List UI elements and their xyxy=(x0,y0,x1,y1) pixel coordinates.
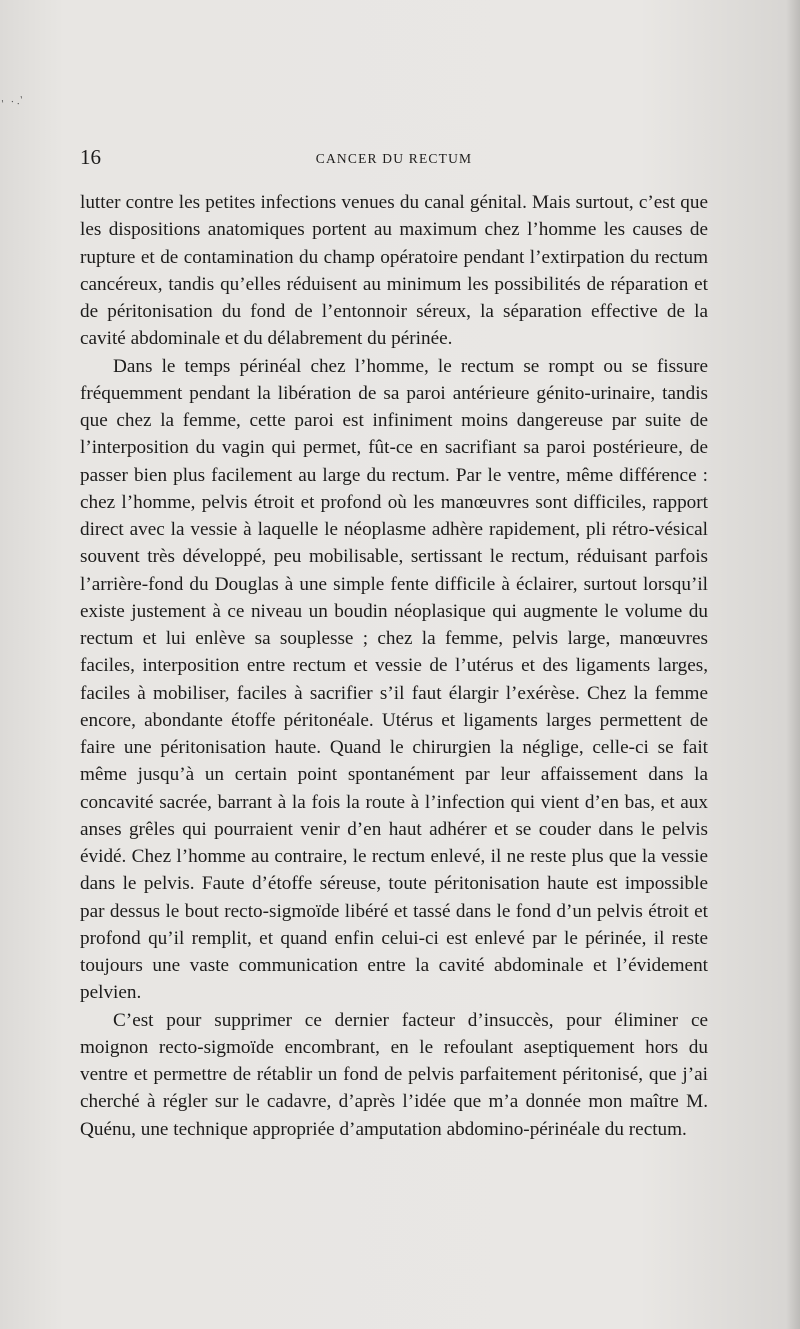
running-head xyxy=(80,142,708,172)
paragraph-2: Dans le temps périnéal chez l’homme, le rectum se rompt ou se fissure fréquemment pendant la libération de sa paroi antérieure génito-urinaire, tandis que chez la femme, cette paroi est infiniment moins dangereuse par suite de l’interposition du vagin qui permet, fût-ce en sacrifiant sa paroi postérieure, de passer bien plus facilement au large du rectum. Par le ventre, même différence : chez l’homme, pelvis étroit et profond où les manœuvres sont difficiles, rapport direct avec la vessie à laquelle le néoplasme adhère rapidement, pli rétro-vésical souvent très développé, peu mobilisable, sertissant le rectum, réduisant parfois l’arrière-fond du Douglas à une simple fente difficile à éclairer, surtout lorsqu’il existe justement à ce niveau un boudin néoplasique qui augmente le volume du rectum et lui enlève sa souplesse ; chez la femme, pelvis large, manœuvres faciles, interposition entre rectum et vessie de l’utérus et des ligaments larges, faciles à mobiliser, faciles à sacrifier s’il faut élargir l’exérèse. Chez la femme encore, abondante étoffe péritonéale. Utérus et ligaments larges permettent de faire une péritonisation haute. Quand le chirurgien la néglige, celle-ci se fait même jusqu’à un certain point spontanément par leur affaissement dans la concavité sacrée, barrant à la fois la route à l’infection qui vient d’en bas, et aux anses grêles qui pourraient venir d’en haut adhérer et se couder dans le pelvis évidé. Chez l’homme au contraire, le rectum enlevé, il ne reste plus que la vessie dans le pelvis. Faute d’étoffe séreuse, toute péritonisation haute est impossible par dessus le bout recto-sigmoïde libéré et tassé dans le fond d’un pelvis étroit et profond qu’il remplit, et quand enfin celui-ci est enlevé par le périnée, il reste toujours une vaste communication entre la cavité abdominale et l’évidement pelvien. xyxy=(80,355,708,1004)
body-text xyxy=(80,189,708,1143)
margin-mark: ' ·.' xyxy=(1,93,27,111)
paragraph-3: C’est pour supprimer ce dernier facteur d’insuccès, pour éliminer ce moignon recto-sigmoïde encombrant, en le refoulant aseptiquement hors du ventre et permettre de rétablir un fond de pelvis parfaitement péritonisé, que j’ai cherché à régler sur le cadavre, d’après l’idée que m’a donnée mon maître M. Quénu, une technique appropriée d’amputation abdomino-périnéale du rectum. xyxy=(80,1009,708,1140)
paragraph-1: lutter contre les petites infections venues du canal génital. Mais surtout, c’est que les dispositions anatomiques portent au maximum chez l’homme les causes de rupture et de contamination du champ opératoire pendant l’extirpation du rectum cancéreux, tandis qu’elles réduisent au minimum les possibilités de réparation et de péritonisation du fond de l’entonnoir séreux, la séparation effective de la cavité abdominale et du délabrement du périnée. xyxy=(80,192,708,350)
page-number: 16 xyxy=(80,145,101,169)
running-title: CANCER DU RECTUM xyxy=(315,151,473,166)
page-edge-shadow xyxy=(786,0,800,1329)
